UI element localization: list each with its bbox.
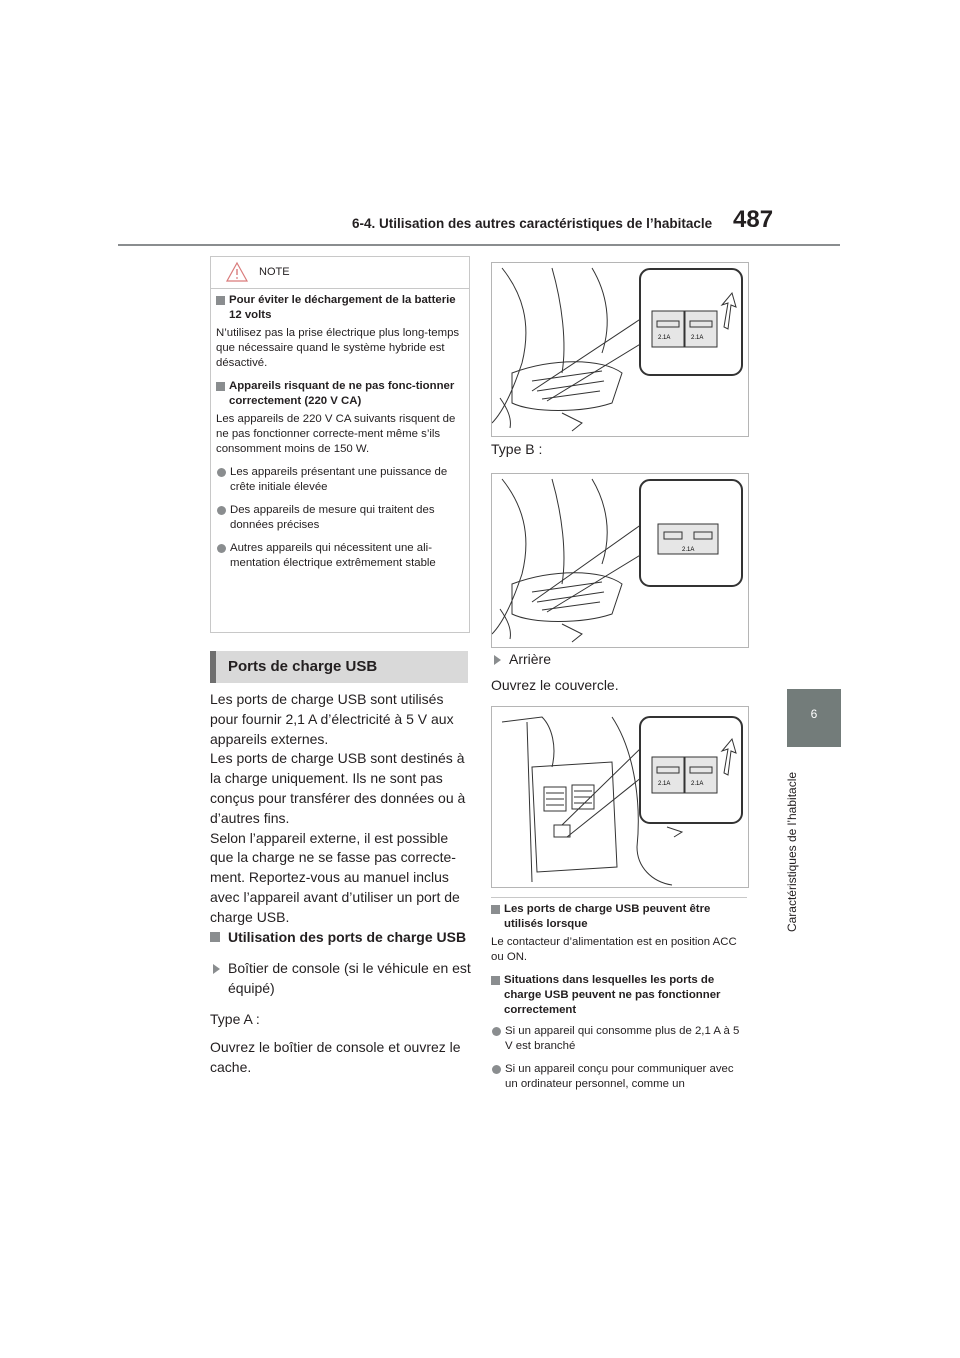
figure-type-b bbox=[491, 473, 749, 648]
header-divider bbox=[118, 244, 840, 246]
square-bullet-icon bbox=[210, 932, 220, 942]
note-heading: Appareils risquant de ne pas fonc-tionner correctement (220 V CA) bbox=[216, 379, 461, 409]
note-heading: Situations dans lesquelles les ports de charge USB peuvent ne pas fonctionner correctement bbox=[491, 973, 747, 1018]
running-header: 6-4. Utilisation des autres caractéristiques de l’habitacle bbox=[352, 216, 713, 231]
rear-usb-illustration bbox=[492, 707, 748, 887]
note-bullet: Autres appareils qui nécessitent une ali-mentation électrique extrêmement stable bbox=[216, 541, 461, 571]
note-bullet: Des appareils de mesure qui traitent des données précises bbox=[216, 503, 461, 533]
note-heading: Les ports de charge USB peuvent être utilisés lorsque bbox=[491, 902, 747, 932]
section-title: Ports de charge USB bbox=[228, 658, 378, 675]
arriere-block bbox=[491, 650, 619, 696]
caution-triangle-icon bbox=[225, 261, 249, 283]
note-body bbox=[216, 293, 461, 579]
note-text: N’utilisez pas la prise électrique plus long-temps que nécessaire quand le système hybride est désactivé. bbox=[216, 327, 460, 369]
note-bullet: Si un appareil qui consomme plus de 2,1 A à 5 V est branché bbox=[491, 1024, 747, 1054]
note-box bbox=[210, 256, 470, 633]
note-bullet: Les appareils présentant une puissance de crête initiale élevée bbox=[216, 465, 461, 495]
arrow-item-rear: Arrière bbox=[491, 650, 619, 670]
figure-type-a bbox=[491, 262, 749, 437]
port-label: 2.1A bbox=[691, 335, 704, 341]
console-usb-illustration bbox=[492, 263, 748, 436]
subheading-text: Utilisation des ports de charge USB bbox=[228, 929, 467, 945]
note-text: Les appareils de 220 V CA suivants risquent de ne pas fonctionner correcte-ment même s’ils consomment moins de 150 W. bbox=[216, 413, 456, 455]
note-header bbox=[211, 257, 469, 289]
note-bullet: Si un appareil conçu pour communiquer avec un ordinateur personnel, comme un bbox=[491, 1062, 747, 1092]
arriere-text: Ouvrez le couvercle. bbox=[491, 676, 619, 693]
page-number: 487 bbox=[733, 206, 774, 233]
port-label: 2.1A bbox=[658, 781, 671, 787]
note-heading: Pour éviter le déchargement de la batterie 12 volts bbox=[216, 293, 461, 323]
intro-paragraph: Les ports de charge USB sont utilisés pour fournir 2,1 A d’électricité à 5 V aux appareils externes. bbox=[210, 691, 454, 747]
port-label: 2.1A bbox=[682, 547, 695, 553]
section-heading bbox=[210, 651, 468, 683]
chapter-tab-label: Caractéristiques de l’habitacle bbox=[785, 771, 799, 933]
type-a-label: Type A : bbox=[210, 1011, 260, 1028]
intro-paragraph: Selon l’appareil externe, il est possible que la charge ne se fasse pas correcte-ment. Reportez-vous au manuel inclus avec l’appareil avant d’utiliser un port de charge USB. bbox=[210, 829, 460, 925]
usb-notes bbox=[491, 902, 747, 1100]
figure-rear bbox=[491, 706, 749, 888]
chapter-tab: 6 bbox=[787, 689, 841, 747]
intro-text bbox=[210, 690, 472, 928]
port-label: 2.1A bbox=[658, 335, 671, 341]
note-title: NOTE bbox=[259, 266, 290, 278]
type-a-text: Ouvrez le boîtier de console et ouvrez le cache. bbox=[210, 1039, 461, 1075]
subheading bbox=[210, 928, 472, 948]
intro-paragraph: Les ports de charge USB sont destinés à la charge uniquement. Ils ne sont pas conçus pour transférer des données ou à d’autres fins. bbox=[210, 750, 466, 826]
divider bbox=[491, 897, 747, 898]
usage-block bbox=[210, 928, 472, 1078]
port-label: 2.1A bbox=[691, 781, 704, 787]
chapter-tab-label-container bbox=[779, 752, 803, 952]
console-usb-illustration bbox=[492, 474, 748, 647]
note-text: Le contacteur d’alimentation est en position ACC ou ON. bbox=[491, 936, 737, 963]
type-b-label: Type B : bbox=[491, 441, 543, 457]
arrow-item: Boîtier de console (si le véhicule en est équipé) bbox=[210, 959, 472, 999]
